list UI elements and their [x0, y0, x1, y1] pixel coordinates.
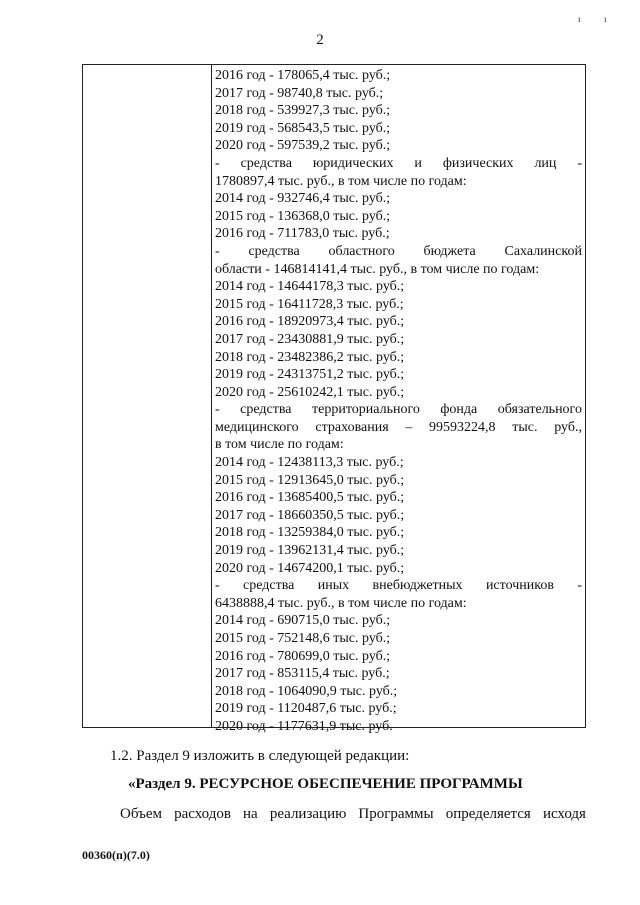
- table-line: в том числе по годам:: [215, 437, 344, 453]
- table-line-word: -: [215, 578, 220, 594]
- table-line: 2014 год - 932746,4 тыс. руб.;: [215, 191, 391, 207]
- table-line-word: руб.,: [554, 419, 582, 435]
- table-line-word: средства: [240, 402, 292, 418]
- table-line: 2015 год - 12913645,0 тыс. руб.;: [215, 472, 405, 488]
- body-word: исходя: [542, 806, 586, 822]
- table-line: 2018 год - 539927,3 тыс. руб.;: [215, 103, 391, 119]
- table-line-word: иных: [317, 578, 350, 594]
- table-line: 2020 год - 597539,2 тыс. руб.;: [215, 138, 391, 154]
- table-line: 2016 год - 711783,0 тыс. руб.;: [215, 226, 390, 242]
- table-line-word: источников: [485, 578, 554, 594]
- table-line: 2017 год - 18660350,5 тыс. руб.;: [215, 507, 405, 523]
- table-line-word: обязательного: [497, 402, 582, 418]
- table-line: 2016 год - 13685400,5 тыс. руб.;: [215, 490, 405, 506]
- table-line-word: и: [414, 155, 422, 171]
- table-line-word: страхования: [315, 419, 389, 435]
- table-line-word: -: [215, 243, 220, 259]
- body-word: на: [243, 806, 258, 822]
- table-line: 2017 год - 98740,8 тыс. руб.;: [215, 85, 384, 101]
- table-line: 2018 год - 13259384,0 тыс. руб.;: [215, 525, 405, 541]
- table-line-word: средства: [243, 578, 295, 594]
- table-line: 2016 год - 18920973,4 тыс. руб.;: [215, 314, 405, 330]
- table-line-word: территориального: [312, 402, 420, 418]
- table-line: 2017 год - 23430881,9 тыс. руб.;: [215, 331, 405, 347]
- table-line: 2018 год - 1064090,9 тыс. руб.;: [215, 683, 398, 699]
- table-line-word: лиц: [534, 155, 557, 171]
- table-line: [215, 243, 582, 261]
- table-line: 2019 год - 1120487,6 тыс. руб.;: [215, 701, 397, 717]
- table-line-word: -: [215, 402, 220, 418]
- body-word: Программы: [358, 806, 434, 822]
- table-line-word: –: [405, 419, 413, 435]
- table-line: 2015 год - 16411728,3 тыс. руб.;: [215, 296, 404, 312]
- financing-table: [82, 64, 586, 734]
- table-line: [215, 155, 582, 173]
- table-line: 2020 год - 1177631,9 тыс. руб.: [215, 718, 393, 734]
- table-line: 2014 год - 12438113,3 тыс. руб.;: [215, 455, 404, 471]
- table-line: [215, 419, 582, 437]
- table-line-word: Сахалинской: [504, 243, 582, 259]
- table-line: 2016 год - 780699,0 тыс. руб.;: [215, 648, 391, 664]
- table-line-word: -: [577, 578, 582, 594]
- table-line-word: физических: [442, 155, 514, 171]
- table-right-cell: [211, 67, 585, 734]
- table-line: 1780897,4 тыс. руб., в том числе по годам:: [215, 173, 467, 189]
- table-line-word: 99593224,8: [429, 419, 496, 435]
- table-line: 2015 год - 752148,6 тыс. руб.;: [215, 631, 391, 646]
- body-word: Объем: [120, 806, 162, 822]
- body-word: расходов: [174, 806, 231, 822]
- table-line: 2014 год - 14644178,3 тыс. руб.;: [215, 279, 405, 295]
- table-line: области - 146814141,4 тыс. руб., в том числе по годам:: [215, 261, 540, 277]
- table-line: 6438888,4 тыс. руб., в том числе по годам:: [215, 595, 467, 611]
- table-line: 2014 год - 690715,0 тыс. руб.;: [215, 613, 391, 629]
- table-line: [215, 577, 582, 595]
- amendment-paragraph: 1.2. Раздел 9 изложить в следующей редакции:: [110, 748, 410, 764]
- corner-mark: ı: [604, 14, 607, 24]
- table-line-word: -: [215, 155, 220, 171]
- table-line-word: средства: [240, 155, 292, 171]
- table-line: 2016 год - 178065,4 тыс. руб.;: [215, 68, 391, 83]
- document-code: 00360(п)(7.0): [82, 848, 150, 862]
- table-line: 2017 год - 853115,4 тыс. руб.;: [215, 666, 390, 682]
- table-line-word: средства: [248, 243, 300, 259]
- table-line: 2015 год - 136368,0 тыс. руб.;: [215, 208, 391, 224]
- table-line: 2020 год - 25610242,1 тыс. руб.;: [215, 384, 405, 400]
- table-line-word: -: [577, 155, 582, 171]
- table-left-cell: [83, 65, 212, 727]
- table-line-word: бюджета: [423, 243, 476, 259]
- table-line-word: фонда: [440, 402, 478, 418]
- corner-mark: ı: [578, 14, 581, 24]
- table-line-word: внебюджетных: [372, 578, 463, 594]
- table-line-word: областного: [328, 243, 395, 259]
- body-paragraph: [82, 806, 586, 823]
- body-word: реализацию: [269, 806, 347, 822]
- table-line: 2019 год - 13962131,4 тыс. руб.;: [215, 543, 405, 559]
- page-number: 2: [316, 32, 324, 48]
- table-line-word: юридических: [312, 155, 394, 171]
- table-line: 2018 год - 23482386,2 тыс. руб.;: [215, 349, 405, 365]
- table-line: 2019 год - 24313751,2 тыс. руб.;: [215, 367, 405, 383]
- section-heading: «Раздел 9. РЕСУРСНОЕ ОБЕСПЕЧЕНИЕ ПРОГРАММЫ: [128, 776, 523, 792]
- table-line-word: медицинского: [215, 419, 299, 435]
- table-line: 2020 год - 14674200,1 тыс. руб.;: [215, 560, 405, 576]
- body-word: определяется: [445, 806, 531, 822]
- table-line-word: тыс.: [512, 419, 538, 435]
- table-line: [215, 401, 582, 419]
- table-line: 2019 год - 568543,5 тыс. руб.;: [215, 120, 391, 136]
